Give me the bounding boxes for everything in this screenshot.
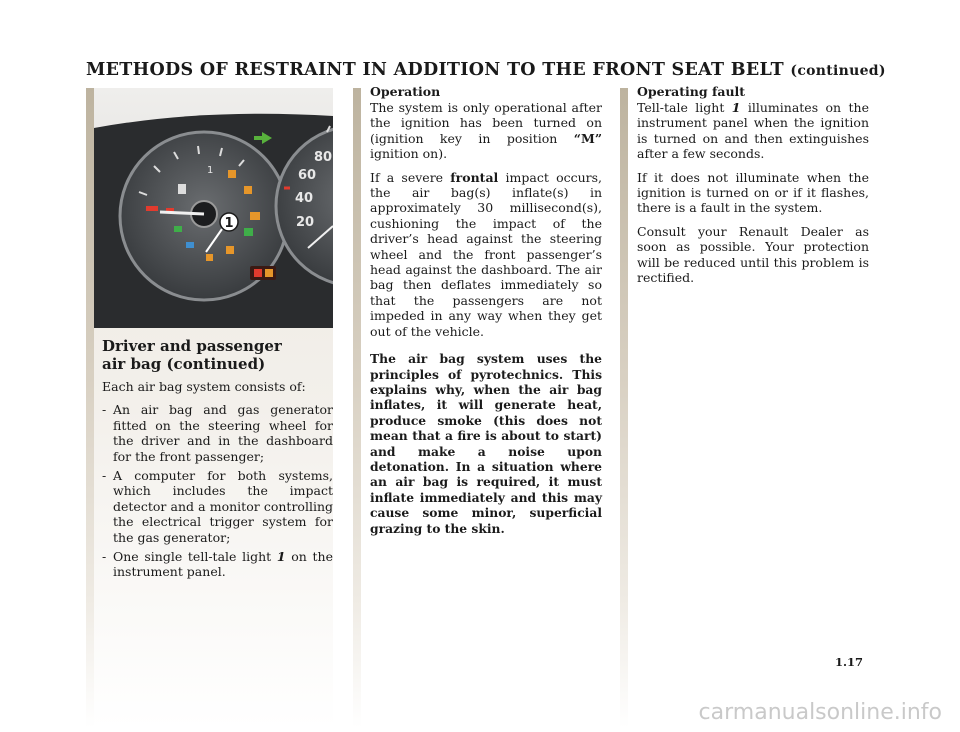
column-3-text bbox=[637, 84, 869, 293]
warning-light-blue-icon bbox=[186, 242, 194, 248]
subheading-line-1: Driver and passenger bbox=[102, 337, 282, 355]
warning-light-orange-2-icon bbox=[244, 186, 252, 194]
emphasis-frontal: frontal bbox=[450, 169, 499, 185]
list-item-text: One single tell-tale light bbox=[113, 549, 272, 565]
speedo-number-60: 60 bbox=[298, 168, 317, 183]
fault-paragraph-2: If it does not illuminate when the ignition is turned on or if it flashes, there is a fault in the system. bbox=[637, 169, 869, 216]
list-item bbox=[102, 549, 333, 580]
pyrotechnics-warning: The air bag system uses the principles of pyrotechnics. This explains why, when the air bag inflates, it will generate heat, produce smoke (this does not mean that a fire is about to start) and make a noise upon detonation. In a situation where an air bag is required, it must inflate immediately and this may cause some minor, superficial grazing to the skin. bbox=[370, 351, 602, 536]
airbag-tell-tale-icon bbox=[206, 254, 213, 261]
fuel-pump-icon bbox=[178, 184, 186, 194]
warning-light-green-2-icon bbox=[174, 226, 182, 232]
warning-light-orange-icon bbox=[228, 170, 236, 178]
warning-light-orange-3-icon bbox=[250, 212, 260, 220]
page-title bbox=[86, 60, 886, 80]
reference-number: 1 bbox=[731, 100, 741, 115]
list-item bbox=[102, 402, 333, 464]
column-1-text bbox=[102, 337, 333, 584]
warning-light-orange-4-icon bbox=[226, 246, 234, 254]
page-number: 1.17 bbox=[835, 655, 864, 669]
paragraph-text: If a severe bbox=[370, 169, 444, 185]
list-item bbox=[102, 468, 333, 545]
paragraph-text: impact occurs, the air bag(s) inflate(s) in approximately 30 millisecond(s), cushioning the impact of the driver’s head against the steering wheel and the front passenger’s head against the dashboard. The air bag then deflates immediately so that the passengers are not impeded in any way when they get out of the vehicle. bbox=[370, 169, 603, 339]
list-dash: - bbox=[102, 468, 107, 484]
battery-warning-icon bbox=[254, 269, 262, 277]
paragraph-text: ignition on). bbox=[370, 146, 448, 162]
operation-paragraph-2 bbox=[370, 170, 602, 339]
list-dash: - bbox=[102, 549, 107, 565]
column-3-bar bbox=[620, 88, 628, 728]
list-item-text: A computer for both systems, which includes the impact detector and a monitor controlling the electrical trigger system for the gas generator; bbox=[113, 468, 333, 545]
operation-paragraph-1 bbox=[370, 100, 602, 162]
operating-fault-heading: Operating fault bbox=[637, 84, 746, 99]
list-dash: - bbox=[102, 402, 107, 418]
page-title-suffix: (continued) bbox=[790, 63, 886, 79]
fault-paragraph-1 bbox=[637, 100, 869, 162]
reference-number: 1 bbox=[276, 549, 286, 565]
speedo-number-40: 40 bbox=[295, 191, 314, 206]
speedo-number-80: 80 bbox=[314, 150, 333, 165]
column-2-text bbox=[370, 84, 602, 536]
warning-light-red-icon bbox=[146, 206, 158, 211]
component-list bbox=[102, 402, 333, 579]
intro-text: Each air bag system consists of: bbox=[102, 379, 306, 394]
paragraph-text: Tell-tale light bbox=[637, 100, 725, 115]
column-2-bar bbox=[353, 88, 361, 728]
speedo-number-20: 20 bbox=[296, 215, 315, 230]
operation-heading: Operation bbox=[370, 84, 441, 99]
page-title-text: METHODS OF RESTRAINT IN ADDITION TO THE FRONT SEAT BELT bbox=[86, 60, 784, 80]
fault-paragraph-3: Consult your Renault Dealer as soon as possible. Your protection will be reduced until this problem is rectified. bbox=[637, 223, 869, 286]
warning-light-green-icon bbox=[244, 228, 253, 236]
watermark-link[interactable]: carmanualsonline.info bbox=[698, 700, 942, 725]
list-item-text: on the instrument panel. bbox=[113, 549, 333, 580]
paragraph-text: The system is only operational after the ignition has been turned on (ignition key in position bbox=[370, 100, 602, 146]
section-subheading bbox=[102, 337, 333, 373]
instrument-panel-photo bbox=[94, 88, 333, 328]
list-item-text: An air bag and gas generator fitted on the steering wheel for the driver and in the dashboard for the front passenger; bbox=[113, 402, 333, 464]
callout-label: 1 bbox=[224, 216, 234, 231]
paragraph-text: illuminates on the instrument panel when the ignition is turned on and then extinguishes after a few seconds. bbox=[637, 100, 869, 162]
oil-warning-icon bbox=[265, 269, 273, 277]
ignition-position: “M” bbox=[573, 130, 603, 146]
subheading-line-2: air bag (continued) bbox=[102, 355, 266, 373]
column-1-bar bbox=[86, 88, 94, 728]
gauge-needle bbox=[160, 212, 204, 214]
fuel-mark: 1 bbox=[207, 165, 214, 176]
